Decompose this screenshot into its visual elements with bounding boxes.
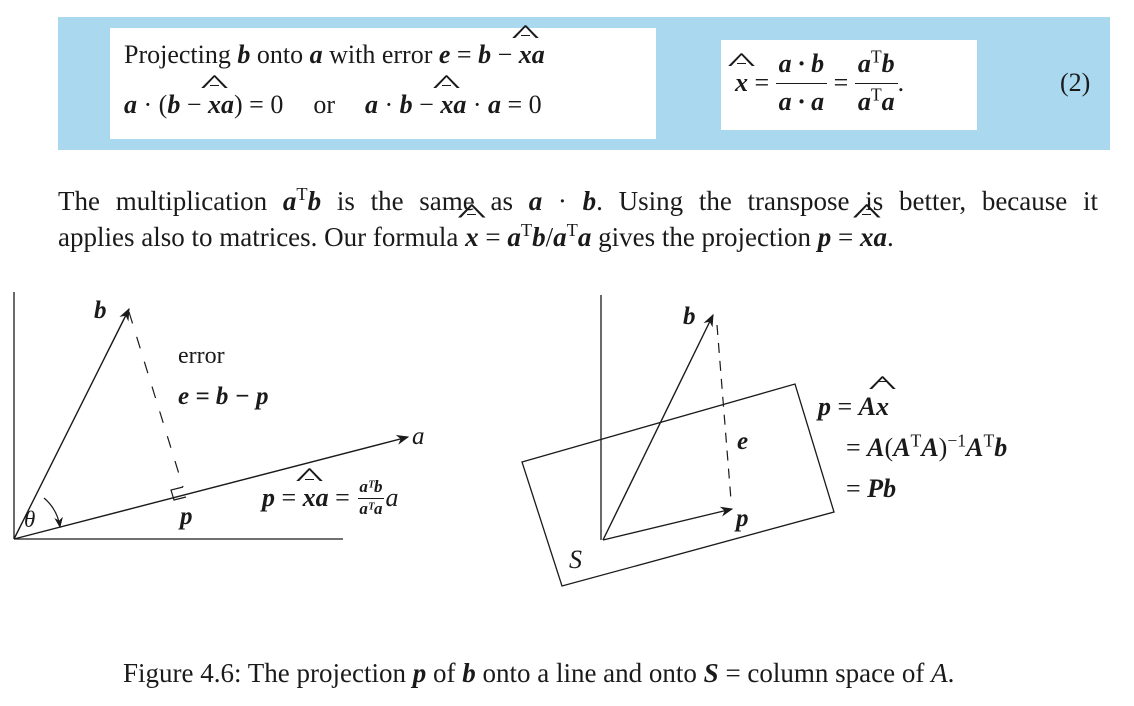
var-a: a: [282, 186, 297, 216]
text: of: [426, 658, 463, 688]
body-paragraph: [58, 183, 1098, 255]
var-S: S: [703, 658, 719, 688]
equals: =: [275, 483, 303, 513]
denominator: aᵀa: [359, 498, 383, 518]
text: ) = 0: [234, 90, 284, 119]
text: The multiplication: [58, 186, 283, 216]
var-P: P: [867, 474, 884, 503]
var-a: a: [309, 40, 323, 69]
text: is the same as: [321, 186, 529, 216]
paragraph-line-2: [58, 219, 1098, 255]
text: = 0: [501, 90, 542, 119]
period: .: [947, 658, 955, 688]
label-e-equation: e = b − p: [178, 383, 269, 410]
var-b: b: [532, 222, 546, 252]
transpose-mark: T: [983, 430, 995, 451]
equals: =: [450, 40, 479, 69]
var-p: p: [818, 392, 831, 421]
vector-b-right: [603, 315, 713, 540]
text: applies also to matrices. Our formula: [58, 222, 466, 252]
dot: ·: [466, 90, 489, 119]
var-a: a: [315, 483, 329, 513]
var-a: a: [857, 49, 871, 78]
inverse-mark: −1: [947, 430, 967, 451]
transpose-mark: T: [910, 430, 922, 451]
period: .: [887, 222, 894, 252]
numerator: a · b: [776, 50, 828, 84]
var-b: b: [994, 433, 1008, 462]
equation-row-3: [818, 468, 1007, 509]
plane-projection-diagram: [522, 295, 834, 586]
var-p: p: [262, 483, 275, 513]
var-xhat: x ^: [860, 219, 874, 255]
period: .: [897, 68, 905, 98]
var-a: a: [528, 186, 543, 216]
definition-line-1: [124, 40, 545, 70]
var-xhat: x ^: [465, 219, 479, 255]
equals: =: [846, 433, 868, 462]
text: onto a line and onto: [475, 658, 704, 688]
xhat-formula-box: [721, 40, 977, 130]
var-A: A: [966, 433, 984, 462]
equals: =: [748, 68, 776, 98]
definition-line-2: [124, 90, 542, 120]
label-error: error: [178, 343, 225, 369]
var-a: a: [453, 90, 467, 119]
transpose-mark: T: [870, 83, 882, 104]
var-b: b: [399, 90, 413, 119]
fraction-transpose: [855, 46, 898, 116]
var-a: a: [857, 86, 871, 116]
text: gives the projection: [591, 222, 818, 252]
var-a: a: [488, 90, 502, 119]
var-b: b: [307, 186, 322, 216]
minus: −: [412, 90, 441, 119]
fraction-small: [358, 478, 383, 518]
var-xhat: x ^: [519, 40, 532, 70]
equals: =: [827, 68, 855, 98]
var-b: b: [478, 40, 492, 69]
var-a: a: [385, 483, 399, 513]
p-formula-left: [262, 478, 399, 518]
text: Figure 4.6: The projection: [123, 658, 413, 688]
var-xhat: x ^: [876, 386, 889, 427]
transpose-mark: T: [520, 219, 533, 240]
var-b: b: [881, 49, 895, 78]
equation-number: (2): [1060, 68, 1091, 97]
or-word: or: [313, 90, 335, 119]
label-p: p: [180, 503, 193, 530]
slash: /: [545, 222, 554, 252]
projection-definition-box: [110, 28, 656, 139]
equals: =: [328, 483, 357, 513]
paren: ): [938, 433, 948, 462]
plane-projection-equations: [818, 386, 1007, 509]
var-b: b: [462, 658, 476, 688]
denominator: [855, 84, 898, 117]
var-A: A: [921, 433, 939, 462]
equals: =: [831, 222, 861, 252]
label-b: b: [94, 297, 107, 324]
var-xhat: x ^: [440, 90, 453, 120]
fraction-dot: [776, 50, 828, 116]
var-xhat: x ^: [735, 68, 748, 98]
xhat-formula: [735, 46, 905, 116]
var-A: A: [867, 433, 885, 462]
text: onto: [250, 40, 310, 69]
var-e: e: [438, 40, 451, 69]
text: . Using the transpose is better, because it: [596, 186, 1098, 216]
var-A: A: [931, 658, 948, 688]
var-a: a: [221, 90, 234, 119]
equation-row-2: [818, 427, 1007, 468]
text: = column space of: [718, 658, 932, 688]
error-dashed-line-right: [717, 325, 731, 500]
text: Projecting: [124, 40, 238, 69]
var-a: a: [365, 90, 378, 119]
label-e-right: e: [737, 428, 749, 455]
dot: ·: [378, 90, 400, 119]
minus: −: [491, 40, 519, 69]
var-A: A: [893, 433, 911, 462]
var-p: p: [412, 658, 427, 688]
error-dashed-line: [129, 312, 183, 487]
right-angle-marker: [171, 487, 186, 500]
var-b: b: [883, 474, 897, 503]
var-a: a: [124, 90, 137, 119]
var-b: b: [582, 186, 597, 216]
var-xhat: x ^: [303, 483, 316, 513]
var-a: a: [873, 222, 888, 252]
denominator: a · a: [778, 86, 825, 116]
transpose-mark: T: [296, 183, 308, 204]
numerator: aᵀb: [358, 478, 383, 499]
var-b: b: [237, 40, 251, 69]
label-p-right: p: [736, 505, 749, 532]
transpose-mark: T: [870, 46, 882, 67]
label-S: S: [569, 545, 582, 574]
var-a: a: [507, 222, 521, 252]
var-a: a: [553, 222, 567, 252]
var-a: a: [577, 222, 592, 252]
theta-arc: [44, 498, 60, 527]
var-A: A: [858, 392, 877, 421]
figure-caption: [123, 658, 954, 689]
equals: =: [831, 392, 859, 421]
var-b: b: [167, 90, 181, 119]
text: · (: [137, 90, 168, 119]
equation-row-1: [818, 386, 1007, 427]
label-theta: θ: [24, 507, 36, 532]
minus: −: [180, 90, 208, 119]
vector-p-right: [603, 509, 732, 540]
paragraph-line-1: [58, 183, 1098, 219]
vector-b: [14, 309, 129, 539]
transpose-mark: T: [566, 219, 578, 240]
var-xhat: x ^: [208, 90, 221, 120]
label-a: a: [412, 423, 425, 450]
numerator: [855, 46, 898, 84]
var-p: p: [817, 222, 832, 252]
label-b-right: b: [683, 303, 696, 330]
paren: (: [884, 433, 894, 462]
text: with error: [322, 40, 439, 69]
equals: =: [478, 222, 508, 252]
dot: ·: [542, 186, 583, 216]
equals: =: [846, 474, 868, 503]
var-a: a: [531, 40, 545, 69]
var-a: a: [881, 86, 895, 116]
